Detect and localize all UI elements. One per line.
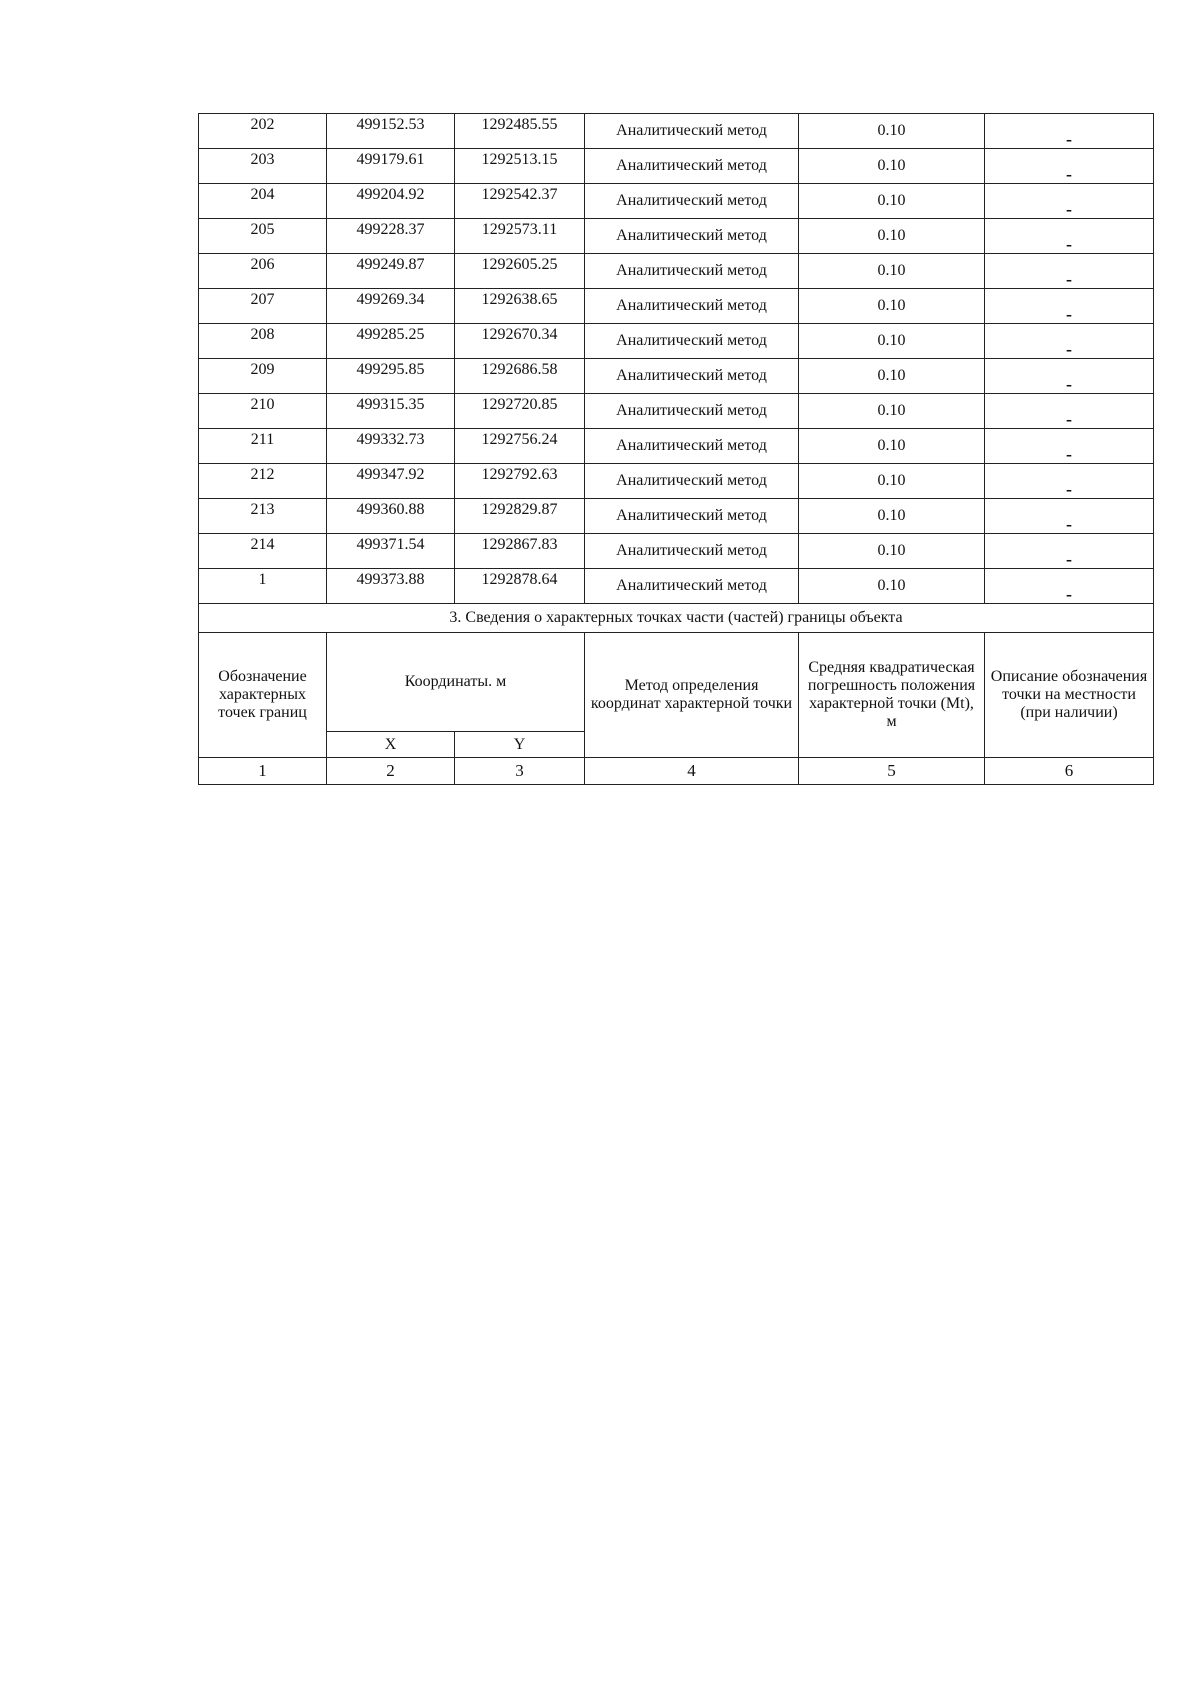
point-error: 0.10 [799, 254, 985, 289]
point-description: - [985, 184, 1154, 219]
point-description: - [985, 464, 1154, 499]
section-title-row [199, 604, 1154, 633]
boundary-points-table [198, 113, 1154, 785]
header-coordinates: Координаты. м [327, 633, 585, 732]
point-x: 499285.25 [327, 324, 455, 359]
point-description: - [985, 289, 1154, 324]
point-description: - [985, 534, 1154, 569]
table-row [199, 254, 1154, 289]
point-error: 0.10 [799, 569, 985, 604]
point-id: 208 [199, 324, 327, 359]
section-title: 3. Сведения о характерных точках части (частей) границы объекта [199, 604, 1154, 633]
point-method: Аналитический метод [585, 254, 799, 289]
point-id: 213 [199, 499, 327, 534]
point-error: 0.10 [799, 464, 985, 499]
table-row [199, 464, 1154, 499]
header-error: Средняя квадратическая погрешность положения характерной точки (Mt), м [799, 633, 985, 758]
point-error: 0.10 [799, 394, 985, 429]
column-number: 4 [585, 758, 799, 785]
column-number: 2 [327, 758, 455, 785]
point-method: Аналитический метод [585, 289, 799, 324]
point-id: 212 [199, 464, 327, 499]
point-x: 499179.61 [327, 149, 455, 184]
table-row [199, 324, 1154, 359]
point-id: 202 [199, 114, 327, 149]
point-method: Аналитический метод [585, 219, 799, 254]
point-y: 1292485.55 [455, 114, 585, 149]
point-y: 1292792.63 [455, 464, 585, 499]
point-method: Аналитический метод [585, 394, 799, 429]
column-number: 1 [199, 758, 327, 785]
header-row [199, 633, 1154, 732]
point-y: 1292513.15 [455, 149, 585, 184]
point-y: 1292605.25 [455, 254, 585, 289]
point-x: 499152.53 [327, 114, 455, 149]
point-y: 1292867.83 [455, 534, 585, 569]
point-id: 205 [199, 219, 327, 254]
point-id: 209 [199, 359, 327, 394]
point-id: 211 [199, 429, 327, 464]
point-error: 0.10 [799, 429, 985, 464]
point-y: 1292670.34 [455, 324, 585, 359]
point-error: 0.10 [799, 499, 985, 534]
point-description: - [985, 254, 1154, 289]
table-row [199, 569, 1154, 604]
point-description: - [985, 499, 1154, 534]
point-method: Аналитический метод [585, 499, 799, 534]
point-error: 0.10 [799, 184, 985, 219]
point-x: 499295.85 [327, 359, 455, 394]
point-description: - [985, 359, 1154, 394]
column-numbers-row [199, 758, 1154, 785]
point-x: 499249.87 [327, 254, 455, 289]
point-method: Аналитический метод [585, 324, 799, 359]
point-error: 0.10 [799, 149, 985, 184]
point-y: 1292756.24 [455, 429, 585, 464]
point-y: 1292829.87 [455, 499, 585, 534]
table-row [199, 149, 1154, 184]
point-method: Аналитический метод [585, 184, 799, 219]
points-body [199, 114, 1154, 785]
point-id: 210 [199, 394, 327, 429]
point-method: Аналитический метод [585, 429, 799, 464]
table-row [199, 429, 1154, 464]
point-id: 204 [199, 184, 327, 219]
point-id: 206 [199, 254, 327, 289]
header-description: Описание обозначения точки на местности (при наличии) [985, 633, 1154, 758]
table-row [199, 219, 1154, 254]
point-description: - [985, 394, 1154, 429]
point-x: 499228.37 [327, 219, 455, 254]
point-y: 1292542.37 [455, 184, 585, 219]
point-error: 0.10 [799, 289, 985, 324]
point-method: Аналитический метод [585, 359, 799, 394]
point-method: Аналитический метод [585, 534, 799, 569]
point-y: 1292638.65 [455, 289, 585, 324]
table-row [199, 289, 1154, 324]
point-y: 1292878.64 [455, 569, 585, 604]
table-row [199, 359, 1154, 394]
column-number: 3 [455, 758, 585, 785]
point-x: 499332.73 [327, 429, 455, 464]
point-x: 499269.34 [327, 289, 455, 324]
point-method: Аналитический метод [585, 149, 799, 184]
point-y: 1292686.58 [455, 359, 585, 394]
point-method: Аналитический метод [585, 569, 799, 604]
point-id: 203 [199, 149, 327, 184]
point-id: 1 [199, 569, 327, 604]
point-id: 207 [199, 289, 327, 324]
header-y: Y [455, 732, 585, 758]
table-row [199, 394, 1154, 429]
header-x: X [327, 732, 455, 758]
point-error: 0.10 [799, 359, 985, 394]
point-description: - [985, 429, 1154, 464]
point-x: 499373.88 [327, 569, 455, 604]
point-error: 0.10 [799, 219, 985, 254]
table-row [199, 534, 1154, 569]
header-method: Метод определения координат характерной точки [585, 633, 799, 758]
point-description: - [985, 219, 1154, 254]
table-row [199, 499, 1154, 534]
point-y: 1292720.85 [455, 394, 585, 429]
point-description: - [985, 569, 1154, 604]
point-description: - [985, 149, 1154, 184]
column-number: 5 [799, 758, 985, 785]
point-method: Аналитический метод [585, 114, 799, 149]
point-description: - [985, 114, 1154, 149]
column-number: 6 [985, 758, 1154, 785]
point-x: 499315.35 [327, 394, 455, 429]
point-x: 499371.54 [327, 534, 455, 569]
point-error: 0.10 [799, 324, 985, 359]
point-x: 499204.92 [327, 184, 455, 219]
point-y: 1292573.11 [455, 219, 585, 254]
point-error: 0.10 [799, 114, 985, 149]
point-description: - [985, 324, 1154, 359]
point-error: 0.10 [799, 534, 985, 569]
point-method: Аналитический метод [585, 464, 799, 499]
point-x: 499347.92 [327, 464, 455, 499]
table-row [199, 184, 1154, 219]
header-point-designation: Обозначение характерных точек границ [199, 633, 327, 758]
point-id: 214 [199, 534, 327, 569]
table-row [199, 114, 1154, 149]
point-x: 499360.88 [327, 499, 455, 534]
